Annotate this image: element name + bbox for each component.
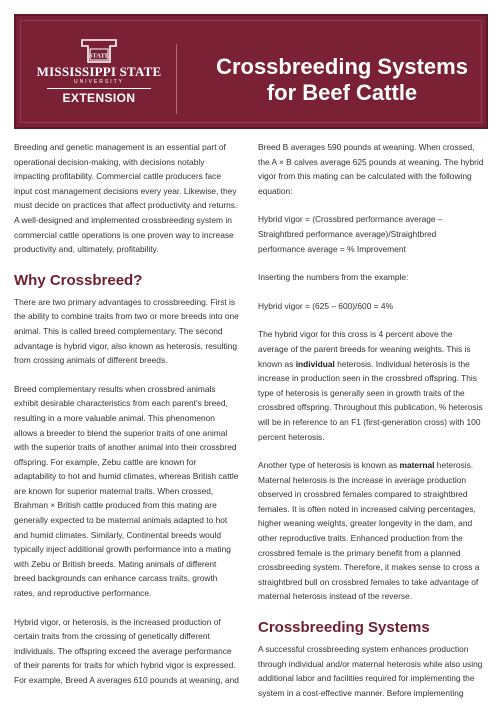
- university-logo: [34, 38, 164, 116]
- maternal-bold: maternal: [399, 460, 435, 471]
- page-title: [192, 54, 492, 106]
- header: [0, 0, 502, 130]
- crossbreeding-systems-heading: Crossbreeding Systems: [258, 619, 430, 637]
- university-name: MISSISSIPPI STATE: [36, 64, 162, 79]
- why-crossbreed-heading: Why Crossbreed?: [14, 271, 143, 289]
- university-subtitle: UNIVERSITY: [73, 79, 124, 85]
- hybrid-vigor-example: Hybrid vigor = (625 – 600)/600 = 4%: [258, 300, 394, 311]
- intro-paragraph: Breeding and genetic management is an essential part of operational decision-making, with decisions notably impacting profitability. Commercial cattle producers face input cost management decisions every year. Likewise, they must decide on practices that affect productivity and returns. A well-designed and implemented crossbreeding system in commercial cattle operations is one proven way to increase productivity and, ultimately, profitability.: [14, 142, 238, 255]
- individual-heterosis-paragraph: [258, 327, 484, 444]
- individual-text-b: heterosis. Individual heterosis is the increase in production seen in the crossbred offspring. This type of heterosis is generally seen in growth traits of the crossbred offspring. Throughout this publication, % heterosis will be in reference to an F1 (first-generation cross) with 100 percent heterosis.: [258, 358, 483, 442]
- right-column: [258, 140, 484, 714]
- left-column: [14, 140, 240, 702]
- individual-bold: individual: [295, 358, 335, 369]
- hybrid-vigor-equation: Hybrid vigor = (Crossbred performance average – Straightbred performance average)/Straightbred performance average = % Improvement: [258, 214, 443, 254]
- hybrid-vigor-paragraph: Hybrid vigor, or heterosis, is the increased production of certain traits from the crossing of genetically different individuals. The offspring exceed the average performance of their parents for traits for which hybrid vigor is expressed. For example, Breed A averages 610 pounds at weaning, and: [14, 616, 239, 685]
- inserting-numbers-text: Inserting the numbers from the example:: [258, 272, 409, 283]
- logo-rule: [47, 88, 151, 89]
- advantages-paragraph: There are two primary advantages to crossbreeding. First is the ability to combine traits from two or more breeds into one animal. This is called breed complementary. The second advantage is hybrid vigor, also known as heterosis, resulting from crossing animals of different breeds.: [14, 296, 239, 366]
- title-line-2: for Beef Cattle: [266, 80, 418, 105]
- maternal-heterosis-paragraph: [258, 458, 484, 604]
- extension-label: EXTENSION: [62, 91, 136, 105]
- individual-text-a: The hybrid vigor for this cross is 4 percent above the average of the parent breeds for weaning weights. This is known as: [258, 329, 471, 369]
- breed-complementary-paragraph: Breed complementary results when crossbred animals exhibit desirable characteristics from each parent's breed, resulting in a more valuable animal. This phenomenon allows a breeder to blend the superior traits of one animal with the superior traits of another animal into their crossbred offspring. For example, Zebu cattle are known for adaptability to hot and humid climates, whereas British cattle are known for superior maternal traits. When crossed, Brahman × British cattle produced from this mating are generally expected to be maternal animals adapted to hot and humid climates. Similarly, Continental breeds would typically inject additional growth performance into a mating with Zebu or British breeds. Mating animals of different breed backgrounds can enhance carcass traits, growth rates, and reproductive performance.: [14, 383, 239, 599]
- maternal-text-b: heterosis. Maternal heterosis is the increase in average production observed in crossbred females compared to straightbred females. It is often noted in increased calving percentages, higher weaning weights, greater longevity in the dam, and other reproductive traits. Enhanced production from the crossbred female is the primary benefit from a planned crossbreeding system. Therefore, it makes sense to cross a straightbred bull on crossbred females to take advantage of maternal heterosis instead of the reverse.: [258, 460, 480, 602]
- header-divider: [176, 44, 177, 114]
- university-seal-icon: [76, 38, 122, 64]
- title-line-1: Crossbreeding Systems: [216, 54, 468, 79]
- systems-paragraph: A successful crossbreeding system enhances production through individual and/or maternal heterosis while also using additional labor and facilities required for implementing the system in a cost-effective manner. Before implementing: [258, 644, 483, 698]
- seal-text: STATE: [88, 52, 110, 60]
- weaning-paragraph: Breed B averages 590 pounds at weaning. When crossed, the A × B calves average 625 pounds at weaning. The hybrid vigor from this mating can be calculated with the following equation:: [258, 142, 484, 196]
- maternal-text-a: Another type of heterosis is known as: [258, 460, 400, 471]
- title-banner: [14, 14, 488, 129]
